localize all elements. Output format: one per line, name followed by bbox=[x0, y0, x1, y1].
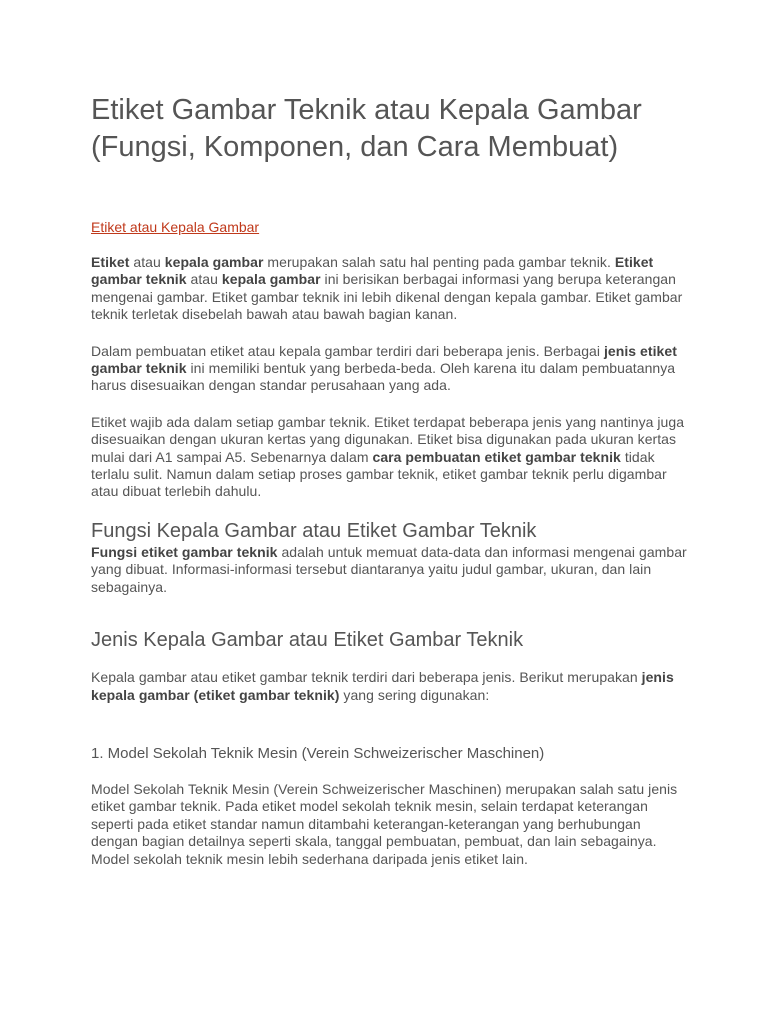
text: Etiket wajib ada dalam setiap gambar teknik. Etiket terdapat beberapa jenis yang nantinya juga disesuaikan dengan ukuran kertas yang digunakan. Etiket bisa digunakan pada ukuran kertas mulai dari A1 sampai A5. Sebenarnya dalam bbox=[91, 413, 685, 465]
paragraph-model-sekolah: Model Sekolah Teknik Mesin (Verein Schweizerischer Maschinen) merupakan salah satu jenis etiket gambar teknik. Pada etiket model sekolah teknik mesin, selain terdapat keterangan seperti pada etiket standar namun ditambahi keterangan-keterangan yang berhubungan dengan bagian detailnya seperti skala, tanggal pembuatan, pembuat, dan lain sebagainya. Model sekolah teknik mesin lebih sederhana daripada jenis etiket lain. bbox=[91, 780, 678, 867]
title-wrapper bbox=[91, 92, 691, 200]
bold-text: jenis kepala gambar (etiket gambar teknik) bbox=[91, 669, 674, 703]
heading-fungsi: Fungsi Kepala Gambar atau Etiket Gambar Teknik bbox=[91, 519, 537, 542]
section-link-etiket[interactable]: Etiket atau Kepala Gambar bbox=[91, 219, 260, 235]
heading-model-sekolah: 1. Model Sekolah Teknik Mesin (Verein Schweizerischer Maschinen) bbox=[91, 744, 545, 762]
paragraph-wajib bbox=[91, 414, 691, 501]
bold-text: Etiket gambar teknik bbox=[91, 254, 654, 288]
bold-text: Fungsi etiket gambar teknik bbox=[91, 543, 278, 560]
page-title: Etiket Gambar Teknik atau Kepala Gambar (Fungsi, Komponen, dan Cara Membuat) bbox=[91, 94, 642, 163]
heading-jenis: Jenis Kepala Gambar atau Etiket Gambar Teknik bbox=[91, 629, 524, 652]
text: adalah untuk memuat data-data dan informasi mengenai gambar yang dibuat. Informasi-informasi tersebut diantaranya yaitu judul gambar, ukuran, dan lain sebagainya. bbox=[91, 543, 687, 595]
text: merupakan salah satu hal penting pada gambar teknik. bbox=[263, 254, 615, 270]
text: ini berisikan berbagai informasi yang berupa keterangan mengenai gambar. Etiket gambar teknik ini lebih dikenal dengan kepala gambar. Etiket gambar teknik terletak disebelah bawah atau bawah bagian kanan. bbox=[91, 271, 683, 323]
bold-text: jenis etiket gambar teknik bbox=[91, 342, 677, 377]
text: Kepala gambar atau etiket gambar teknik terdiri dari beberapa jenis. Berikut merupakan bbox=[91, 669, 642, 686]
text: Dalam pembuatan etiket atau kepala gambar terdiri dari beberapa jenis. Berbagai bbox=[91, 342, 604, 359]
bold-text: cara pembuatan etiket gambar teknik bbox=[372, 448, 621, 465]
bold-text: kepala gambar bbox=[221, 271, 321, 288]
bold-text: Etiket bbox=[91, 254, 130, 270]
paragraph-jenis bbox=[91, 669, 691, 704]
bold-text: kepala gambar bbox=[164, 254, 264, 270]
paragraph-intro bbox=[91, 254, 691, 324]
text: ini memiliki bentuk yang berbeda-beda. Oleh karena itu dalam pembuatannya harus disesuaikan dengan standar perusahaan yang ada. bbox=[91, 360, 676, 394]
text: atau bbox=[186, 271, 222, 288]
text: tidak terlalu sulit. Namun dalam setiap proses gambar teknik, etiket gambar teknik perlu digambar atau dibuat terlebih dahulu. bbox=[91, 448, 667, 500]
text: yang sering digunakan: bbox=[339, 686, 490, 703]
document-page bbox=[91, 92, 691, 868]
text: atau bbox=[129, 254, 165, 270]
paragraph-jenis-intro bbox=[91, 343, 691, 395]
paragraph-fungsi bbox=[91, 544, 691, 596]
